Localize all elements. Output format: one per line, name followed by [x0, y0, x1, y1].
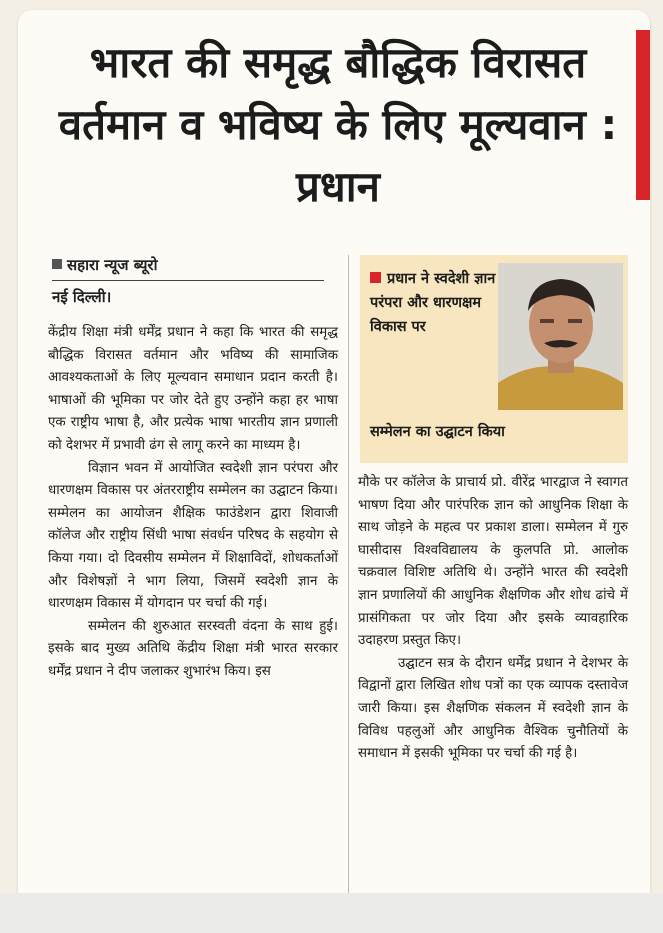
red-square-bullet-icon	[370, 272, 381, 283]
newspaper-clipping	[18, 10, 650, 915]
byline	[52, 255, 324, 275]
highlight-text	[370, 267, 502, 339]
headline: भारत की समृद्ध बौद्धिक विरासत वर्तमान व भविष्य के लिए मूल्यवान : प्रधान	[58, 38, 618, 211]
red-accent-strip	[636, 30, 650, 200]
portrait-illustration	[498, 263, 623, 410]
highlight-box	[360, 255, 628, 463]
square-bullet-icon	[52, 259, 62, 269]
paragraph: उद्घाटन सत्र के दौरान धर्मेंद्र प्रधान ने देशभर के विद्वानों द्वारा लिखित शोध पत्रों का एक व्यापक दस्तावेज जारी किया। इस शैक्षणिक संकलन में स्वदेशी ज्ञान के विविध पहलुओं और आधुनिक वैश्विक चुनौतियों के समाधान में इसकी भूमिका पर चर्चा की गई है।	[358, 655, 628, 762]
highlight-last-line: सम्मेलन का उद्घाटन किया	[370, 424, 505, 440]
column-divider	[348, 255, 349, 905]
dateline: नई दिल्ली।	[52, 280, 324, 307]
byline-text: सहारा न्यूज ब्यूरो	[67, 256, 158, 274]
bottom-overlay-bar	[0, 893, 663, 933]
paragraph: मौके पर कॉलेज के प्राचार्य प्रो. वीरेंद्र भारद्वाज ने स्वागत भाषण दिया और पारंपरिक ज्ञान को आधुनिक शिक्षा के साथ जोड़ने के महत्व पर प्रकाश डाला। सम्मेलन में गुरु घासीदास विश्वविद्यालय के कुलपति प्रो. आलोक चक्रवाल विशिष्ट अतिथि थे। उन्होंने भारत की स्वदेशी ज्ञान प्रणालियों की आधुनिक शैक्षणिक और शोध ढांचे में प्रासंगिकता पर जोर दिया और इसके व्यावहारिक उदाहरण प्रस्तुत किए।	[358, 475, 628, 649]
paragraph: विज्ञान भवन में आयोजित स्वदेशी ज्ञान परंपरा और धारणक्षम विकास पर अंतरराष्ट्रीय सम्मेलन का उद्घाटन किया। सम्मेलन का आयोजन शैक्षिक फाउंडेशन द्वारा शिवाजी कॉलेज और राष्ट्रीय सिंधी भाषा संवर्धन परिषद के सहयोग से किया गया। दो दिवसीय सम्मेलन में शिक्षाविदों, शोधकर्ताओं और विशेषज्ञों ने भाग लिया, जिसमें स्वदेशी ज्ञान के धारणक्षम विकास में योगदान पर चर्चा की गई।	[48, 460, 338, 612]
paragraph: सम्मेलन की शुरुआत सरस्वती वंदना के साथ हुई। इसके बाद मुख्य अतिथि केंद्रीय शिक्षा मंत्री भारत सरकार धर्मेंद्र प्रधान ने दीप जलाकर शुभारंभ किय। इस	[48, 618, 338, 679]
right-column	[358, 472, 628, 766]
paragraph: केंद्रीय शिक्षा मंत्री धर्मेंद्र प्रधान ने कहा कि भारत की समृद्ध बौद्धिक विरासत वर्तमान और भविष्य की सामाजिक आवश्यकताओं के लिए मूल्यवान समाधान प्रदान करती है। भाषाओं की भूमिका पर जोर देते हुए उन्होंने कहा हर भाषा एक राष्ट्रीय भाषा है, और प्रत्येक भाषा भारतीय ज्ञान प्रणाली को देशभर में प्रभावी ढंग से लागू करने का माध्यम है।	[48, 325, 338, 453]
highlight-text-body: प्रधान ने स्वदेशी ज्ञान परंपरा और धारणक्षम विकास पर	[370, 271, 496, 335]
portrait-photo	[498, 263, 623, 410]
left-column	[48, 322, 338, 684]
